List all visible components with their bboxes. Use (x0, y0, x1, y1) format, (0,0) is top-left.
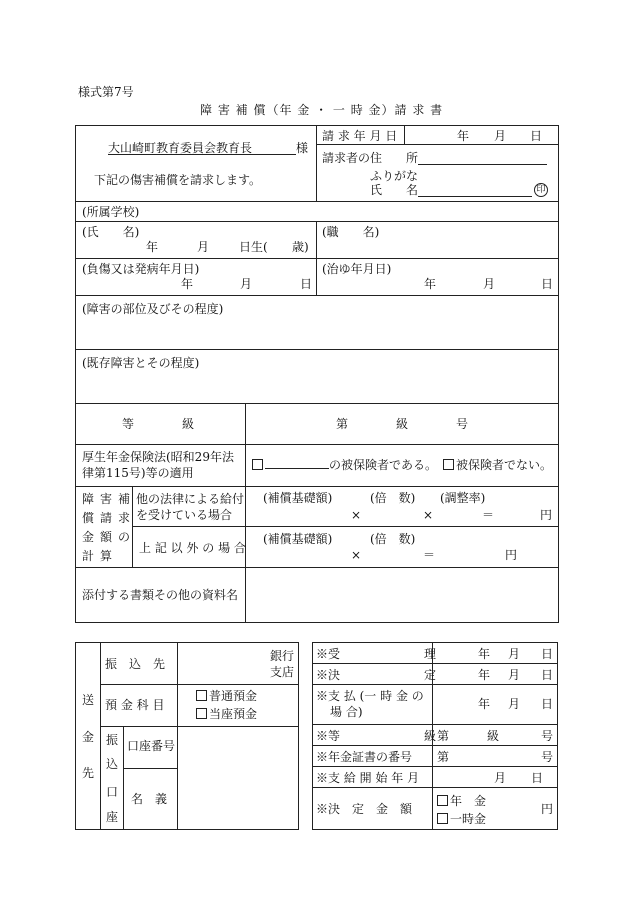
other-law-line1: 他の法律による給付 (136, 492, 245, 506)
adjustment-rate-label: (調整率) (440, 491, 486, 505)
start-day: 日 (531, 771, 544, 785)
calc-label-1: 障害補 (82, 492, 137, 506)
decision-day: 日 (541, 668, 554, 682)
office-grade-label: ※等 級 (316, 729, 437, 743)
request-month: 月 (494, 129, 507, 143)
deposit-type-label: 預 金 科 目 (105, 698, 165, 712)
other-case-label: 上 記 以 外 の 場 合 (139, 541, 246, 555)
times-2: × (423, 508, 434, 522)
injury-day: 日 (300, 277, 313, 291)
attachments-label: 添付する書類その他の資料名 (82, 588, 239, 602)
pension-law-line1: 厚生年金保険法(昭和29年法 (82, 450, 234, 464)
certificate-prefix: 第 (437, 750, 450, 764)
request-date-label: 請 求 年 月 日 (322, 129, 398, 143)
annual-option[interactable]: 年 金 (437, 795, 486, 807)
amount-yen: 円 (541, 802, 554, 816)
receipt-day: 日 (541, 647, 554, 661)
account-side-1: 振 (106, 733, 119, 747)
remit-side-3: 先 (82, 766, 95, 780)
account-side-2: 込 (106, 757, 119, 771)
insured-checkbox[interactable] (252, 459, 263, 470)
times-1: × (351, 508, 362, 522)
page-title: 障 害 補 償（年 金 ・ 一 時 金）請 求 書 (200, 103, 444, 117)
form-number: 様式第7号 (78, 85, 134, 99)
birth-month: 月 (197, 240, 210, 254)
payment-label-2: 場 合) (330, 705, 363, 719)
multiplier-label-2: (倍 数) (370, 532, 416, 546)
base-amount-label-1: (補償基礎額) (263, 491, 333, 505)
account-number-label: 口座番号 (127, 739, 176, 753)
furigana-label: ふりがな (370, 169, 419, 183)
multiplier-label-1: (倍 数) (370, 491, 416, 505)
lump-sum-option[interactable]: 一時金 (437, 813, 486, 825)
branch-label: 支店 (270, 665, 295, 679)
remit-side-1: 送 (82, 693, 95, 707)
receipt-label: ※受 理 (316, 647, 437, 661)
cure-month: 月 (483, 277, 496, 291)
yen-2: 円 (505, 548, 518, 562)
start-date-label: ※支 給 開 始 年 月 (316, 771, 420, 785)
office-grade-suffix: 号 (541, 729, 554, 743)
injury-year: 年 (181, 277, 194, 291)
times-3: × (351, 548, 362, 562)
request-text: 下記の傷害補償を請求します。 (94, 173, 262, 187)
transfer-to-label: 振 込 先 (105, 657, 166, 671)
calc-label-4: 計算 (82, 549, 119, 563)
injury-date-label: (負傷又は発病年月日) (82, 262, 200, 276)
existing-disability-label: (既存障害とその程度) (82, 356, 200, 370)
payment-month: 月 (508, 697, 521, 711)
age-suffix: 歳) (292, 240, 309, 254)
claimant-address-label: 請求者の住 所 (322, 151, 419, 165)
account-side-4: 座 (106, 810, 119, 824)
seal-mark: 印 (534, 183, 548, 197)
cure-day: 日 (541, 277, 554, 291)
position-label: (職 名) (322, 225, 380, 239)
grade-value: 第 級 号 (336, 417, 469, 431)
not-insured-option[interactable]: 被保険者でない。 (443, 459, 552, 471)
office-grade-prefix: 第 (437, 729, 450, 743)
cure-date-label: (治ゆ年月日) (322, 262, 392, 276)
equals-2: ＝ (423, 548, 436, 562)
ordinary-checkbox[interactable] (196, 690, 207, 701)
decision-month: 月 (508, 668, 521, 682)
not-insured-checkbox[interactable] (443, 459, 454, 470)
addressee-suffix: 様 (296, 141, 309, 155)
lump-sum-checkbox[interactable] (437, 813, 448, 824)
payment-year: 年 (478, 697, 491, 711)
bank-label: 銀行 (270, 649, 295, 663)
remit-side-2: 金 (82, 730, 95, 744)
certificate-label: ※年金証書の番号 (316, 750, 413, 764)
disability-label: (障害の部位及びその程度) (82, 302, 224, 316)
birth-year: 年 (146, 240, 159, 254)
request-day: 日 (530, 129, 543, 143)
request-year: 年 (457, 129, 470, 143)
annual-checkbox[interactable] (437, 795, 448, 806)
claimant-name-label: 氏 名 (370, 183, 419, 197)
ordinary-deposit-option[interactable]: 普通預金 (196, 690, 257, 702)
cure-year: 年 (424, 277, 437, 291)
current-checkbox[interactable] (196, 708, 207, 719)
account-side-3: 口 (106, 785, 119, 799)
insured-option[interactable]: の被保険者である。 (252, 459, 437, 471)
school-label: (所属学校) (82, 205, 140, 219)
current-deposit-option[interactable]: 当座預金 (196, 708, 257, 720)
decision-year: 年 (478, 668, 491, 682)
pension-law-line2: 律第115号)等の適用 (82, 466, 194, 480)
decision-label: ※決 定 (316, 668, 437, 682)
amount-label: ※決 定 金 額 (316, 802, 413, 816)
equals-1: ＝ (482, 508, 495, 522)
calc-label-3: 金額の (82, 530, 137, 544)
receipt-month: 月 (508, 647, 521, 661)
name-label: (氏 名) (82, 225, 140, 239)
addressee: 大山崎町教育委員会教育長 (108, 142, 296, 155)
office-grade-mid: 級 (487, 729, 500, 743)
certificate-suffix: 号 (541, 750, 554, 764)
other-law-line2: を受けている場合 (136, 508, 233, 522)
payment-label-1: ※支 払 (一 時 金 の (316, 689, 424, 703)
yen-1: 円 (540, 508, 553, 522)
birth-day-suffix: 日生( (239, 240, 268, 254)
base-amount-label-2: (補償基礎額) (263, 532, 333, 546)
start-month: 月 (494, 771, 507, 785)
receipt-year: 年 (478, 647, 491, 661)
injury-month: 月 (240, 277, 253, 291)
grade-header: 等 級 (122, 417, 195, 431)
account-name-label: 名 義 (131, 792, 168, 806)
calc-label-2: 償請求 (82, 511, 137, 525)
payment-day: 日 (541, 697, 554, 711)
